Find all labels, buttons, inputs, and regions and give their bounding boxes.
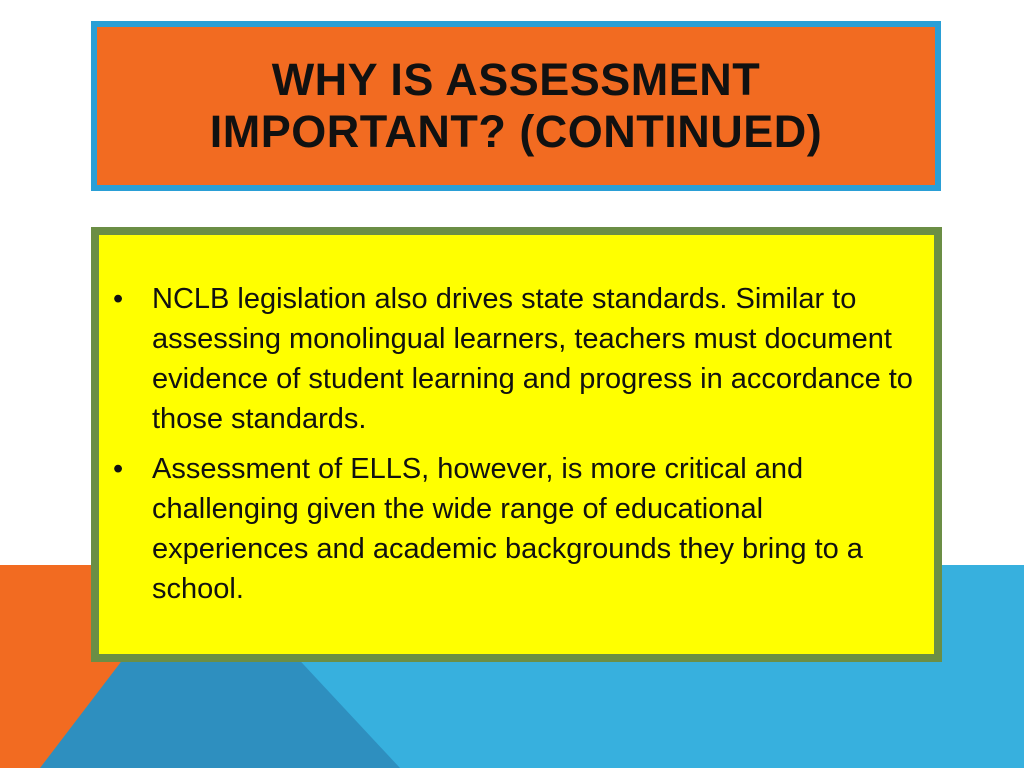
content-box: [91, 227, 942, 662]
slide-title: WHY IS ASSESSMENT IMPORTANT? (CONTINUED): [209, 54, 823, 157]
bullet-list: [113, 279, 922, 609]
bullet-marker: •: [113, 453, 124, 485]
bullet-text: NCLB legislation also drives state standards. Similar to assessing monolingual learners, teachers must document evidence of student learning and progress in accordance to those standards.: [152, 283, 913, 435]
title-box: [91, 21, 941, 191]
bullet-item: [113, 449, 922, 609]
bullet-text: Assessment of ELLS, however, is more critical and challenging given the wide range of educational experiences and academic backgrounds they bring to a school.: [152, 453, 863, 605]
bullet-item: [113, 279, 922, 439]
bullet-marker: •: [113, 283, 124, 315]
